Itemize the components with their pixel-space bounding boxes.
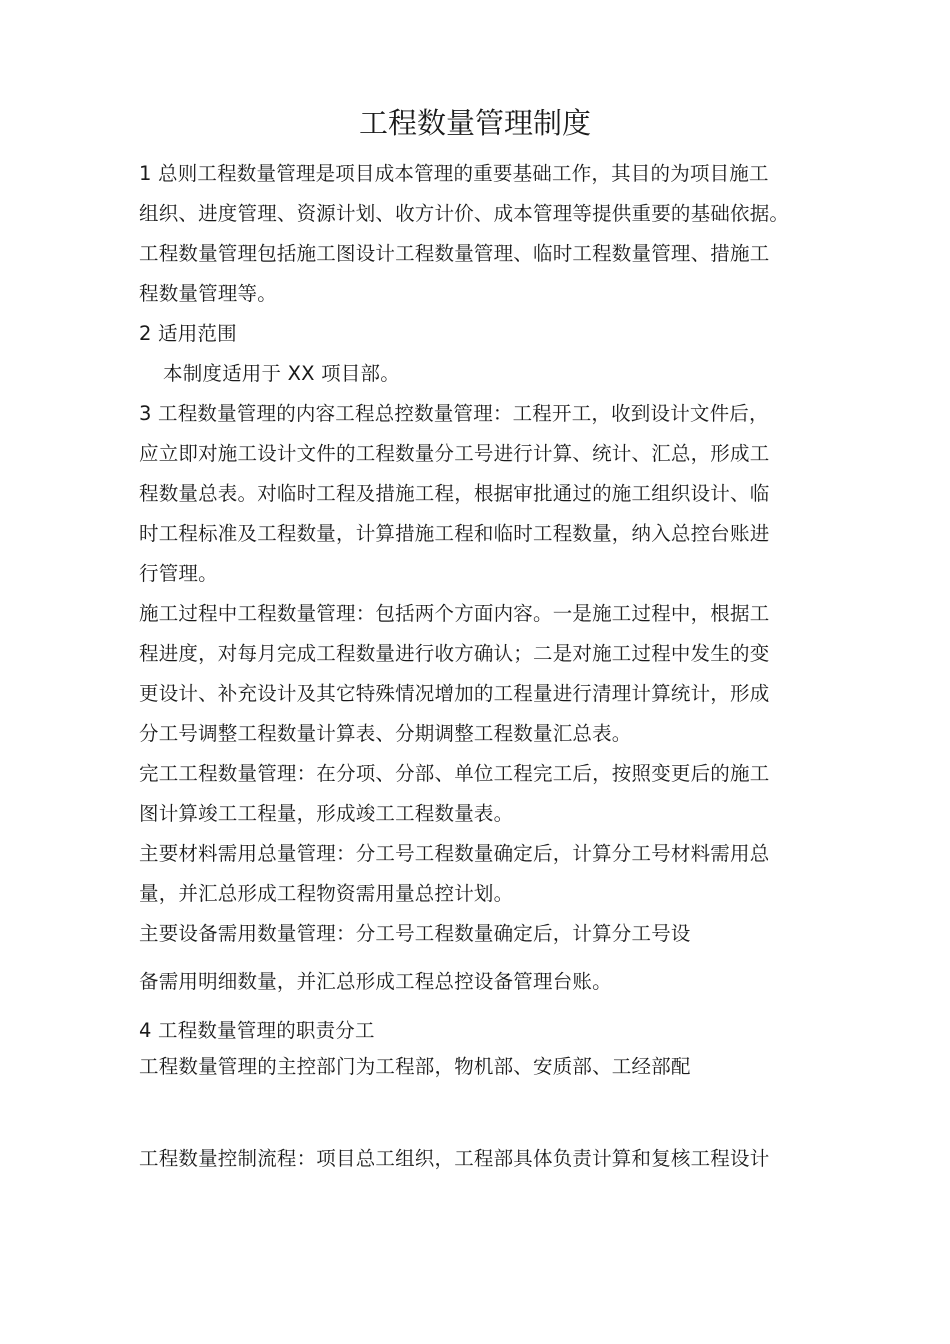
text-line: 主要设备需用数量管理：分工号工程数量确定后，计算分工号设 [139,922,691,945]
text-line: 更设计、补充设计及其它特殊情况增加的工程量进行清理计算统计，形成 [139,682,770,705]
text-line: 本制度适用于 XX 项目部。 [163,362,400,385]
text-line: 3 工程数量管理的内容工程总控数量管理：工程开工，收到设计文件后， [139,402,769,425]
text-line: 主要材料需用总量管理：分工号工程数量确定后，计算分工号材料需用总 [139,842,770,865]
text-line: 完工工程数量管理：在分项、分部、单位工程完工后，按照变更后的施工 [139,762,770,785]
text-line: 程进度，对每月完成工程数量进行收方确认；二是对施工过程中发生的变 [139,642,770,665]
text-line: 图计算竣工工程量，形成竣工工程数量表。 [139,802,514,825]
text-line: 工程数量控制流程：项目总工组织，工程部具体负责计算和复核工程设计 [139,1147,770,1170]
text-line: 组织、进度管理、资源计划、收方计价、成本管理等提供重要的基础依据。 [139,202,790,225]
text-line: 量，并汇总形成工程物资需用量总控计划。 [139,882,514,905]
text-line: 应立即对施工设计文件的工程数量分工号进行计算、统计、汇总，形成工 [139,442,770,465]
text-line: 工程数量管理的主控部门为工程部，物机部、安质部、工经部配 [139,1055,691,1078]
text-line: 施工过程中工程数量管理：包括两个方面内容。一是施工过程中，根据工 [139,602,770,625]
section-heading: 2 适用范围 [139,322,237,345]
text-line: 1 总则工程数量管理是项目成本管理的重要基础工作，其目的为项目施工 [139,162,769,185]
text-line: 行管理。 [139,562,218,585]
document-title: 工程数量管理制度 [358,106,591,140]
section-heading: 4 工程数量管理的职责分工 [139,1019,375,1042]
text-line: 程数量管理等。 [139,282,277,305]
text-line: 备需用明细数量，并汇总形成工程总控设备管理台账。 [139,970,612,993]
text-line: 时工程标准及工程数量，计算措施工程和临时工程数量，纳入总控台账进 [139,522,770,545]
text-line: 工程数量管理包括施工图设计工程数量管理、临时工程数量管理、措施工 [139,242,770,265]
text-line: 分工号调整工程数量计算表、分期调整工程数量汇总表。 [139,722,632,745]
text-line: 程数量总表。对临时工程及措施工程，根据审批通过的施工组织设计、临 [139,482,770,505]
